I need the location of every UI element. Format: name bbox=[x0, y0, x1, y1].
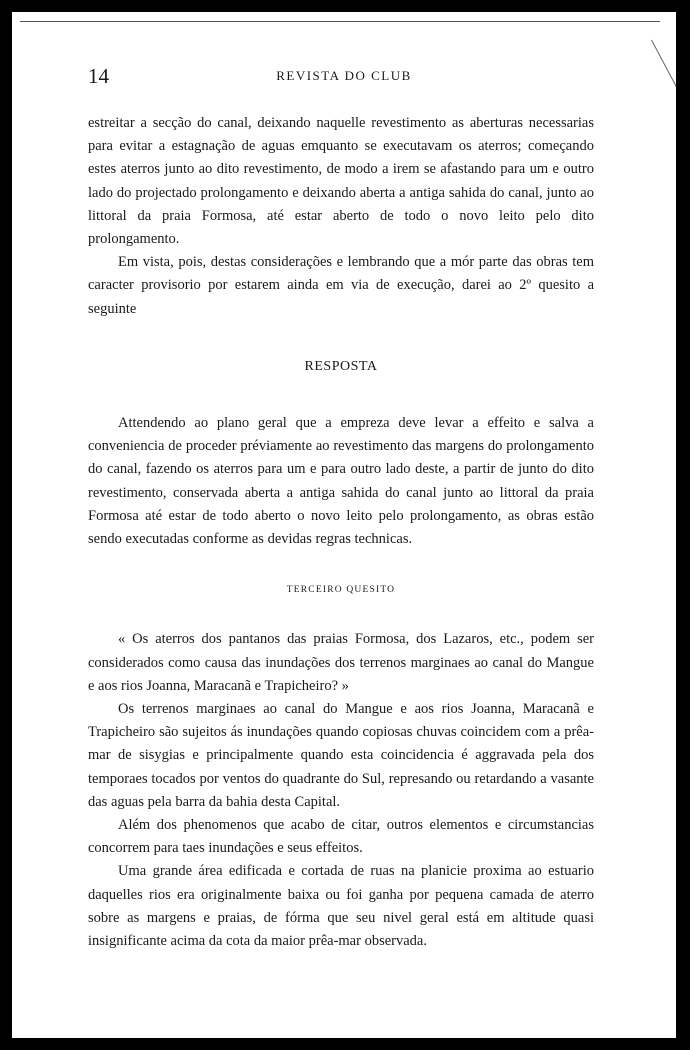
document-page bbox=[12, 12, 676, 1038]
running-header: REVISTA DO CLUB bbox=[276, 68, 412, 83]
paragraph-6: Além dos phenomenos que acabo de citar, outros elementos e circumstancias concorrem para taes inundações e seus effeitos. bbox=[88, 817, 594, 857]
paragraph-2: Em vista, pois, destas considerações e lembrando que a mór parte das obras tem caracter provisorio por estarem ainda em via de execução, darei ao 2º quesito a seguinte bbox=[88, 254, 594, 317]
top-rule bbox=[20, 21, 660, 22]
page-number: 14 bbox=[88, 64, 109, 88]
paragraph-4: « Os aterros dos pantanos das praias Formosa, dos Lazaros, etc., podem ser considerados como causa das inundações dos terrenos marginaes ao canal do Mangue e aos rios Joanna, Maracanã e Trapicheiro? » bbox=[88, 631, 594, 694]
body-text bbox=[88, 112, 594, 953]
heading-resposta: RESPOSTA bbox=[304, 358, 378, 374]
paragraph-5: Os terrenos marginaes ao canal do Mangue e aos rios Joanna, Maracanã e Trapicheiro são sujeitos ás inundações quando copiosas chuvas coincidem com a prêa-mar de sisygias e principalmente quando esta coincidencia é aggravada pela dos temporaes tocados por ventos do quadrante do Sul, represando ou retardando a vasante das aguas pela barra da bahia desta Capital. bbox=[88, 701, 594, 810]
paragraph-3: Attendendo ao plano geral que a empreza deve levar a effeito e salva a conveniencia de proceder préviamente ao revestimento das margens do prolongamento do canal, fazendo os aterros para um e para outro lado deste, a partir de junto do dito revestimento, conservada aberta a antiga sahida do canal junto ao littoral da praia Formosa até estar de todo aberto o novo leito pelo prolongamento, as obras estão sendo executadas conforme as devidas regras technicas. bbox=[88, 415, 594, 548]
paragraph-7: Uma grande área edificada e cortada de ruas na planicie proxima ao estuario daquelles rios era originalmente baixa ou foi ganha por pequena camada de aterro sobre as margens e praias, de fórma que seu nivel geral está em altitude quasi insignificante acima da cota da maior prêa-mar observada. bbox=[88, 863, 594, 950]
paragraph-1: estreitar a secção do canal, deixando naquelle revestimento as aberturas necessarias para evitar a estagnação de aguas emquanto se executavam os aterros; começando estes aterros junto ao dito revestimento, de modo a irem se afastando para um e outro lado do projectado prolongamento e deixando aberta a antiga sahida do canal, junto ao littoral da praia Formosa, até estar aberto de todo o novo leito pelo dito prolongamento. bbox=[88, 115, 594, 248]
heading-terceiro-quesito: TERCEIRO QUESITO bbox=[286, 585, 396, 596]
